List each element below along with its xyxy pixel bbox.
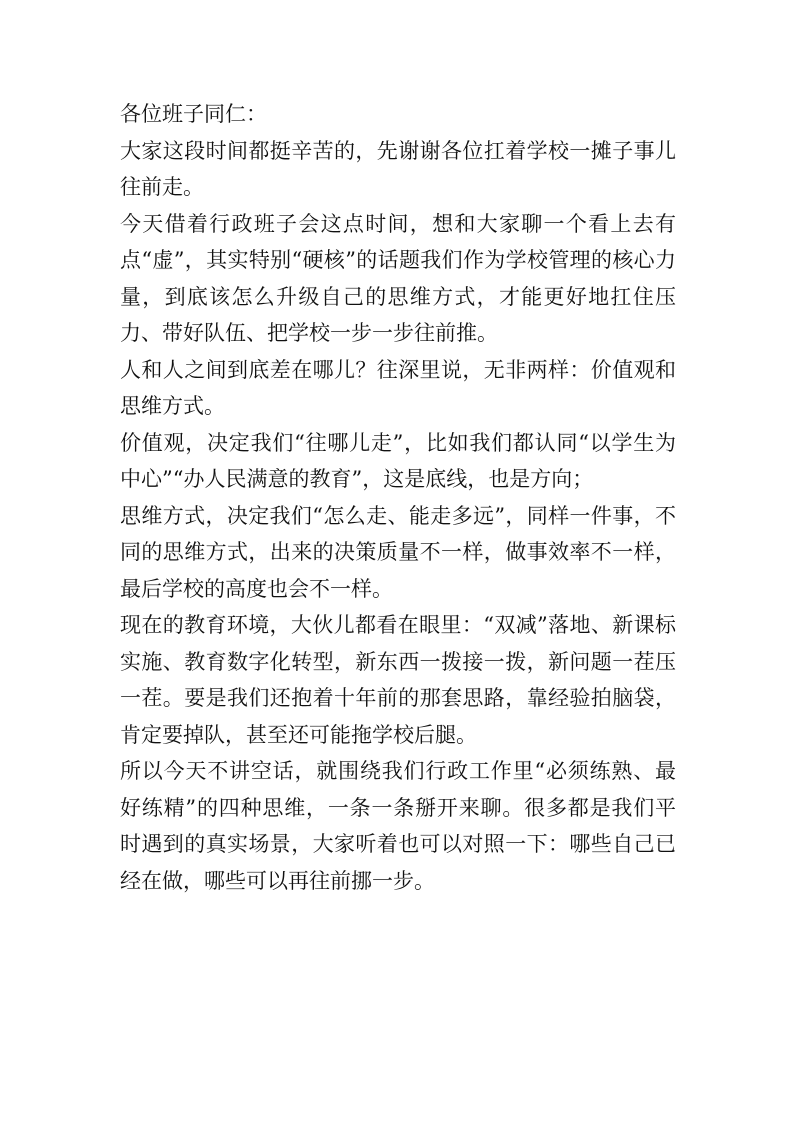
document-body [120, 96, 676, 899]
paragraph-agenda: 所以今天不讲空话，就围绕我们行政工作里“必须练熟、最好练精”的四种思维，一条一条掰开来聊。很多都是我们平时遇到的真实场景，大家听着也可以对照一下：哪些自己已经在做，哪些可以再往前挪一步。 [120, 759, 676, 893]
paragraph-difference: 人和人之间到底差在哪儿？往深里说，无非两样：价值观和思维方式。 [120, 357, 676, 418]
paragraph-topic: 今天借着行政班子会这点时间，想和大家聊一个看上去有点“虚”，其实特别“硬核”的话题我们作为学校管理的核心力量，到底该怎么升级自己的思维方式，才能更好地扛住压力、带好队伍、把学校一步一步往前推。 [120, 211, 676, 345]
paragraph-thanks: 大家这段时间都挺辛苦的，先谢谢各位扛着学校一摊子事儿往前走。 [120, 138, 676, 199]
paragraph-environment: 现在的教育环境，大伙儿都看在眼里：“双减”落地、新课标实施、教育数字化转型，新东西一拨接一拨，新问题一茬压一茬。要是我们还抱着十年前的那套思路，靠经验拍脑袋，肯定要掉队，甚至还可能拖学校后腿。 [120, 613, 676, 747]
paragraph-thinking: 思维方式，决定我们“怎么走、能走多远”，同样一件事，不同的思维方式，出来的决策质量不一样，做事效率不一样，最后学校的高度也会不一样。 [120, 503, 676, 601]
paragraph-values: 价值观，决定我们“往哪儿走”，比如我们都认同“以学生为中心”“办人民满意的教育”，这是底线，也是方向； [120, 430, 676, 491]
paragraph-salutation: 各位班子同仁： [120, 102, 267, 126]
